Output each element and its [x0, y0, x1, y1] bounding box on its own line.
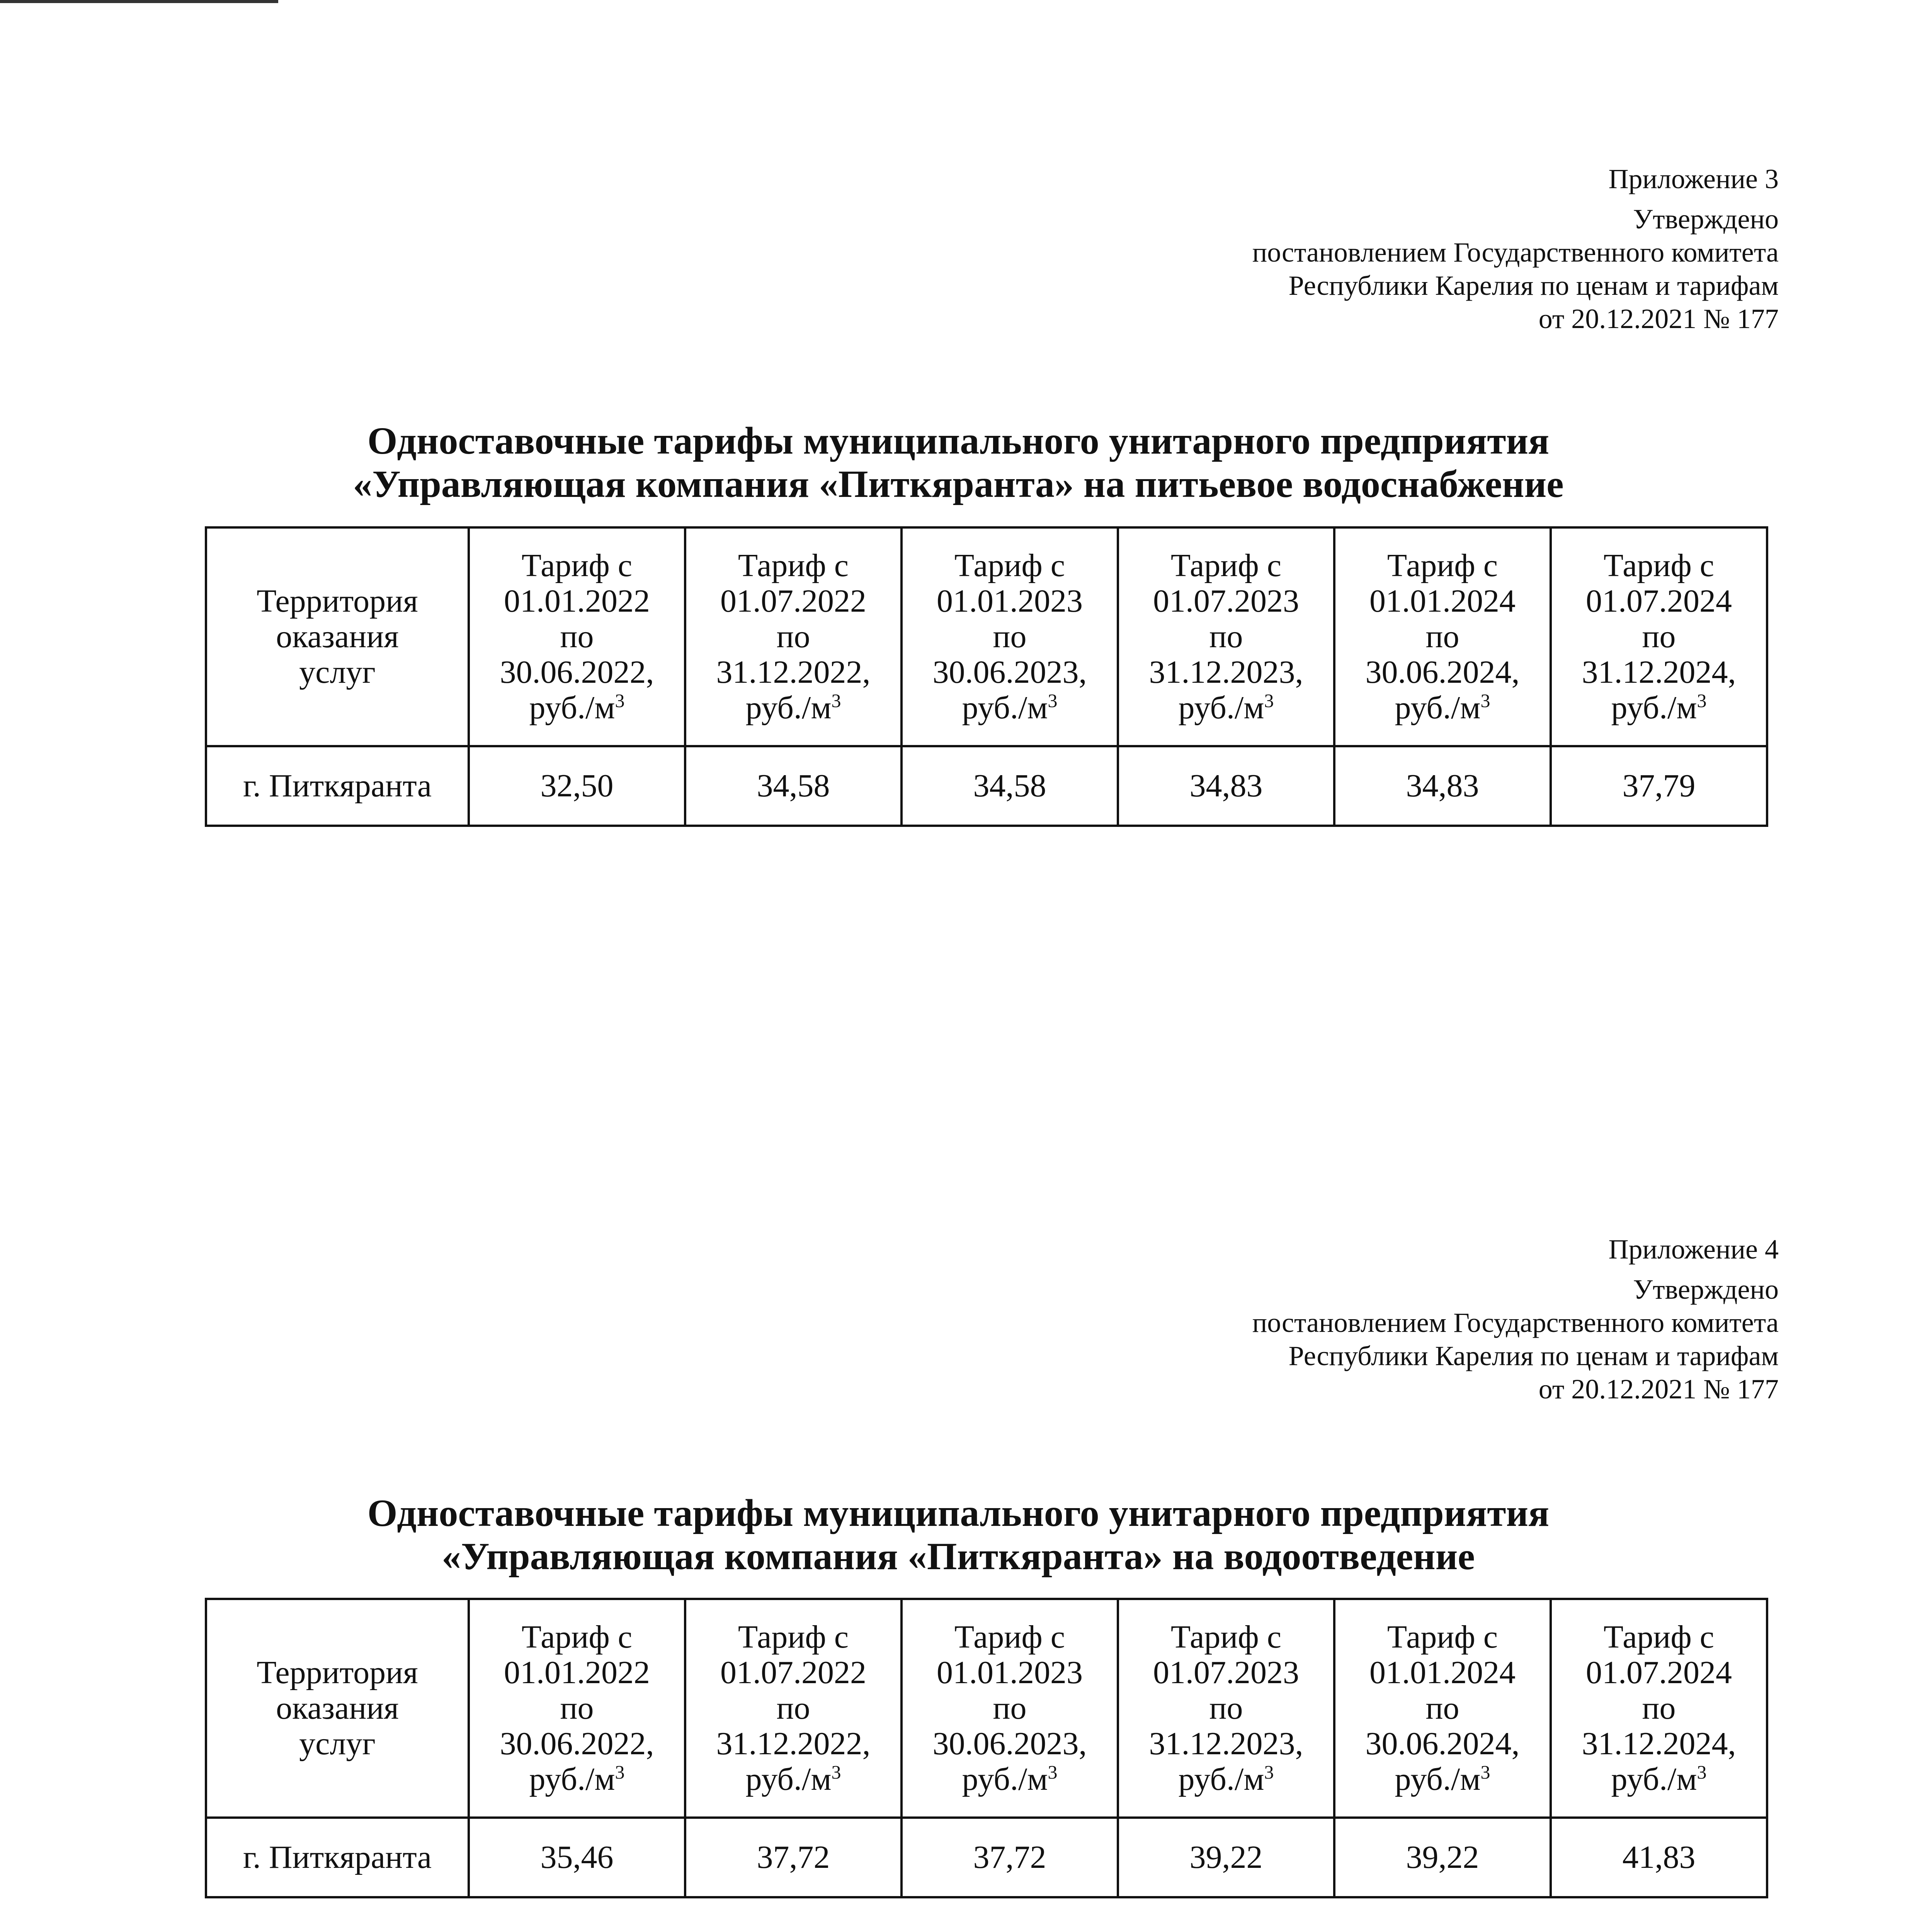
header-date-to: 31.12.2023,: [1149, 1726, 1303, 1762]
header-date-from: 01.07.2022: [720, 583, 866, 619]
appendix-label: Приложение 4: [1608, 1234, 1779, 1265]
period-header: [902, 1599, 1118, 1818]
header-text: по: [560, 619, 594, 655]
approval-line: Утверждено: [1633, 1274, 1779, 1305]
unit-label: $руб./м^3$: [1178, 690, 1274, 726]
header-date-to: 30.06.2023,: [932, 1726, 1087, 1762]
tariff-value: 39,22: [1118, 1818, 1334, 1897]
approval-line: Республики Карелия по ценам и тарифам: [1288, 270, 1779, 301]
header-date-to: 31.12.2022,: [716, 1726, 871, 1762]
header-text: Территория: [257, 583, 418, 619]
header-date-from: 01.01.2022: [504, 583, 650, 619]
unit-label: $руб./м^3$: [529, 1761, 625, 1797]
tariff-value: 34,58: [902, 746, 1118, 826]
header-date-from: 01.01.2023: [937, 1655, 1083, 1690]
header-text: Тариф с: [1387, 548, 1498, 583]
header-date-to: 30.06.2023,: [932, 654, 1087, 690]
tariff-value: 32,50: [469, 746, 685, 826]
unit-label: $руб./м^3$: [745, 1761, 841, 1797]
approval-line: постановлением Государственного комитета: [1252, 1307, 1779, 1338]
header-text: Тариф с: [1603, 1619, 1715, 1655]
header-date-to: 31.12.2022,: [716, 654, 871, 690]
unit-label: $руб./м^3$: [745, 690, 841, 726]
title-line: «Управляющая компания «Питкяранта» на водоотведение: [442, 1535, 1475, 1578]
tariff-table: [205, 1598, 1768, 1898]
approval-block: [1252, 162, 1779, 335]
document-title: [201, 1492, 1716, 1578]
header-text: услуг: [299, 654, 376, 690]
header-text: по: [1425, 1690, 1459, 1726]
territory-header: [206, 527, 469, 746]
unit-label: $руб./м^3$: [962, 690, 1058, 726]
header-text: Тариф с: [954, 1619, 1065, 1655]
header-date-to: 31.12.2024,: [1582, 654, 1736, 690]
document-title: [201, 419, 1716, 506]
header-date-to: 30.06.2022,: [500, 1726, 654, 1762]
header-date-to: 30.06.2022,: [500, 654, 654, 690]
unit-label: $руб./м^3$: [962, 1761, 1058, 1797]
period-header: [1334, 1599, 1551, 1818]
tariff-value: 34,83: [1334, 746, 1551, 826]
title-line: Одноставочные тарифы муниципального унитарного предприятия: [367, 1492, 1550, 1534]
tariff-value: 35,46: [469, 1818, 685, 1897]
territory-header: [206, 1599, 469, 1818]
header-text: услуг: [299, 1726, 376, 1762]
header-text: Тариф с: [1170, 548, 1282, 583]
table-row: [206, 746, 1767, 826]
tariff-value: 41,83: [1551, 1818, 1767, 1897]
period-header: [685, 1599, 902, 1818]
header-text: Тариф с: [1603, 548, 1715, 583]
header-date-to: 30.06.2024,: [1365, 1726, 1520, 1762]
tariff-value: 34,83: [1118, 746, 1334, 826]
territory-cell: г. Питкяранта: [206, 1818, 469, 1897]
header-date-to: 31.12.2024,: [1582, 1726, 1736, 1762]
header-date-from: 01.07.2023: [1153, 583, 1299, 619]
header-date-from: 01.07.2023: [1153, 1655, 1299, 1690]
period-header: [1334, 527, 1551, 746]
header-text: Тариф с: [954, 548, 1065, 583]
tariff-value: 37,72: [685, 1818, 902, 1897]
header-text: по: [993, 619, 1027, 655]
header-text: оказания: [276, 619, 399, 655]
header-text: по: [1642, 619, 1676, 655]
header-text: по: [993, 1690, 1027, 1726]
header-text: Тариф с: [738, 548, 849, 583]
period-header: [469, 1599, 685, 1818]
appendix-label: Приложение 3: [1608, 163, 1779, 194]
unit-label: $руб./м^3$: [1611, 1761, 1707, 1797]
approval-block: [1252, 1233, 1779, 1406]
table-header-row: [206, 527, 1767, 746]
approval-line: Республики Карелия по ценам и тарифам: [1288, 1340, 1779, 1371]
unit-label: $руб./м^3$: [1395, 690, 1490, 726]
header-text: Тариф с: [521, 548, 633, 583]
header-date-from: 01.07.2024: [1586, 583, 1732, 619]
territory-cell: г. Питкяранта: [206, 746, 469, 826]
title-line: «Управляющая компания «Питкяранта» на питьевое водоснабжение: [353, 463, 1564, 505]
header-date-from: 01.07.2024: [1586, 1655, 1732, 1690]
tariff-value: 37,79: [1551, 746, 1767, 826]
header-date-to: 30.06.2024,: [1365, 654, 1520, 690]
approval-line: от 20.12.2021 № 177: [1538, 303, 1779, 334]
table-row: [206, 1818, 1767, 1897]
header-text: Тариф с: [738, 1619, 849, 1655]
header-date-from: 01.01.2024: [1369, 583, 1516, 619]
unit-label: $руб./м^3$: [1611, 690, 1707, 726]
scan-edge-mark: [0, 0, 278, 3]
header-text: Тариф с: [521, 1619, 633, 1655]
header-text: по: [1642, 1690, 1676, 1726]
unit-label: $руб./м^3$: [529, 690, 625, 726]
unit-label: $руб./м^3$: [1178, 1761, 1274, 1797]
header-date-from: 01.01.2023: [937, 583, 1083, 619]
header-date-from: 01.07.2022: [720, 1655, 866, 1690]
header-date-from: 01.01.2024: [1369, 1655, 1516, 1690]
period-header: [469, 527, 685, 746]
header-date-from: 01.01.2022: [504, 1655, 650, 1690]
approval-line: постановлением Государственного комитета: [1252, 237, 1779, 268]
period-header: [1551, 1599, 1767, 1818]
header-text: по: [560, 1690, 594, 1726]
header-text: по: [1209, 1690, 1243, 1726]
period-header: [1551, 527, 1767, 746]
table-header-row: [206, 1599, 1767, 1818]
tariff-table: [205, 526, 1768, 827]
header-text: по: [776, 1690, 810, 1726]
approval-line: от 20.12.2021 № 177: [1538, 1374, 1779, 1405]
tariff-value: 34,58: [685, 746, 902, 826]
tariff-value: 37,72: [902, 1818, 1118, 1897]
header-text: по: [1209, 619, 1243, 655]
period-header: [1118, 527, 1334, 746]
header-text: оказания: [276, 1690, 399, 1726]
header-text: по: [1425, 619, 1459, 655]
approval-line: Утверждено: [1633, 204, 1779, 235]
header-date-to: 31.12.2023,: [1149, 654, 1303, 690]
period-header: [1118, 1599, 1334, 1818]
period-header: [902, 527, 1118, 746]
period-header: [685, 527, 902, 746]
unit-label: $руб./м^3$: [1395, 1761, 1490, 1797]
title-line: Одноставочные тарифы муниципального унитарного предприятия: [367, 419, 1550, 462]
header-text: Тариф с: [1170, 1619, 1282, 1655]
header-text: Территория: [257, 1655, 418, 1690]
tariff-value: 39,22: [1334, 1818, 1551, 1897]
header-text: Тариф с: [1387, 1619, 1498, 1655]
header-text: по: [776, 619, 810, 655]
